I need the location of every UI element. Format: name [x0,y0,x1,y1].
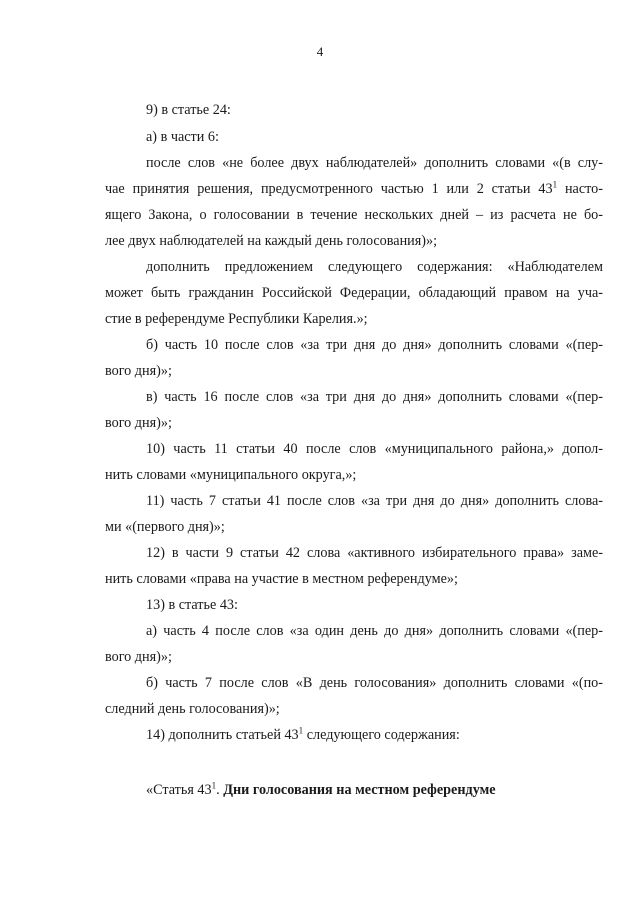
paragraph-line: может быть гражданин Российской Федерации, обладающий правом на уча- [105,285,603,301]
article-title: Дни голосования на местном референдуме [223,782,496,798]
article-heading: «Статья $43^1$. Дни голосования на местном референдуме [146,780,496,798]
superscript: 1 [552,179,558,190]
paragraph-9a: а) в части 6: [146,129,219,145]
paragraph-line: б) часть 7 после слов «В день голосования» дополнить словами «(по- [146,675,603,691]
paragraph-14: 14) дополнить статьей $43^1$ следующего содержания: [146,725,460,743]
paragraph-line: следний день голосования)»; [105,701,280,717]
paragraph-line: после слов «не более двух наблюдателей» дополнить словами «(в слу- [146,155,603,171]
paragraph-line: 12) в части 9 статьи 42 слова «активного избирательного права» заме- [146,545,603,561]
superscript: 1 [211,780,217,791]
page-number: 4 [316,44,324,59]
paragraph-line: вого дня)»; [105,415,172,431]
paragraph-13: 13) в статье 43: [146,597,238,613]
paragraph-line: ящего Закона, о голосовании в течение нескольких дней – из расчета не бо- [105,207,603,223]
paragraph-line: ми «(первого дня)»; [105,519,225,535]
paragraph-line: а) часть 4 после слов «за один день до дня» дополнить словами «(пер- [146,623,603,639]
paragraph-line: дополнить предложением следующего содержания: «Наблюдателем [146,259,603,275]
superscript: 1 [298,725,304,736]
paragraph-line: вого дня)»; [105,363,172,379]
paragraph-line: нить словами «муниципального округа,»; [105,467,357,483]
paragraph-line: лее двух наблюдателей на каждый день голосования)»; [105,233,438,249]
paragraph-line: б) часть 10 после слов «за три дня до дня» дополнить словами «(пер- [146,337,603,353]
paragraph-9: 9) в статье 24: [146,102,231,118]
paragraph-line: чае принятия решения, предусмотренного частью 1 или 2 статьи $43^1$ насто- [105,179,603,197]
paragraph-line: в) часть 16 после слов «за три дня до дня» дополнить словами «(пер- [146,389,603,405]
paragraph-line: нить словами «права на участие в местном референдуме»; [105,571,458,587]
paragraph-line: вого дня)»; [105,649,172,665]
paragraph-line: 11) часть 7 статьи 41 после слов «за три дня до дня» дополнить слова- [146,493,603,509]
paragraph-line: 10) часть 11 статьи 40 после слов «муниципального района,» допол- [146,441,603,457]
paragraph-line: стие в референдуме Республики Карелия.»; [105,311,368,327]
